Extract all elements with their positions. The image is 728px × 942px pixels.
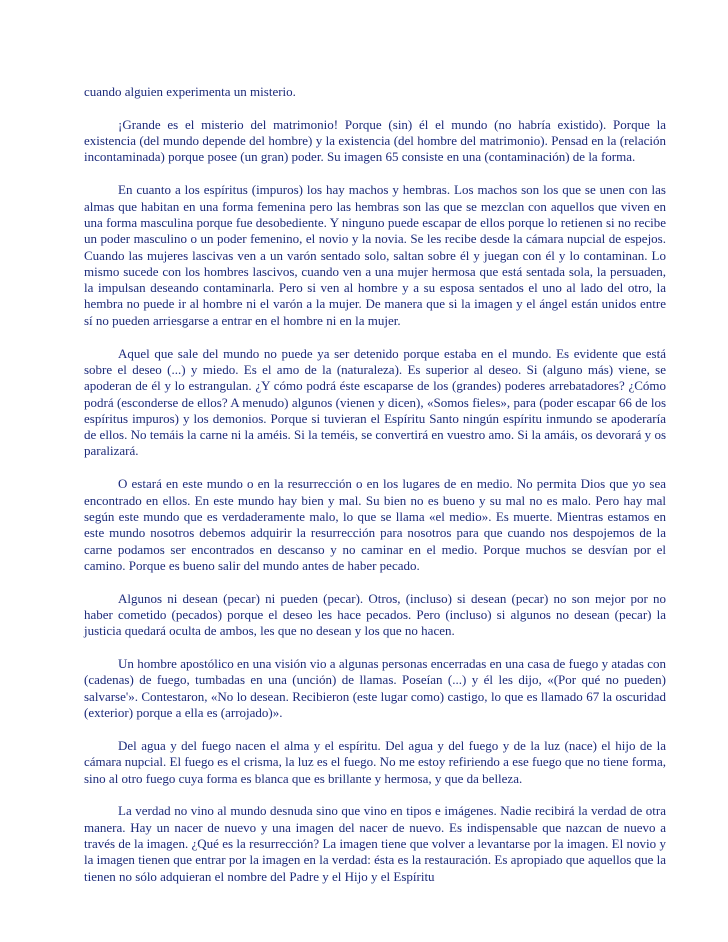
paragraph-pecar: Algunos ni desean (pecar) ni pueden (pecar). Otros, (incluso) si desean (pecar) no son mejor por no haber cometido (pecados) porque el deseo les hace pecados. Pero (incluso) si algunos no desean (pecar) la justicia quedará oculta de ambos, les que no desean y los que no hacen. <box>84 590 666 639</box>
paragraph-sale-del-mundo: Aquel que sale del mundo no puede ya ser detenido porque estaba en el mundo. Es evidente que está sobre el deseo (...) y miedo. Es el amo de la (naturaleza). Es superior al deseo. Si (alguno más) viene, se apoderan de él y lo estrangulan. ¿Y cómo podrá éste escaparse de los (grandes) poderes arrebatadores? ¿Cómo podrá (esconderse de ellos? A menudo) algunos (vienen y dicen), «Somos fieles», para (poder escapar 66 de los espíritus impuros) y los demonios. Porque si tuvieran el Espíritu Santo ningún espíritu inmundo se apoderaría de ellos. No temáis la carne ni la améis. Si la teméis, se convertirá en vuestro amo. Si la amáis, os devorará y os paralizará. <box>84 345 666 459</box>
paragraph-espiritus-impuros: En cuanto a los espíritus (impuros) los hay machos y hembras. Los machos son los que se unen con las almas que habitan en una forma femenina pero las hembras son las que se mezclan con aquellos que viven en una forma masculina porque fue desobediente. Y ninguno puede escapar de ellos porque lo retienen si no recibe un poder masculino o un poder femenino, el novio y la novia. Se les recibe desde la cámara nupcial de espejos. Cuando las mujeres lascivas ven a un varón sentado solo, saltan sobre él y juegan con él y lo contaminan. Lo mismo sucede con los hombres lascivos, cuando ven a una mujer hermosa que está sentada sola, la persuaden, la impulsan deseando contaminarla. Pero si ven al hombre y a su esposa sentados el uno al lado del otro, la hembra no puede ir al hombre ni el varón a la mujer. De manera que si la imagen y el ángel están unidos entre sí no pueden arriesgarse a entrar en el hombre ni en la mujer. <box>84 182 666 328</box>
paragraph-resurreccion: O estará en este mundo o en la resurrección o en los lugares de en medio. No permita Dios que yo sea encontrado en ellos. En este mundo hay bien y mal. Su bien no es bueno y su mal no es malo. Pero hay mal según este mundo que es verdaderamente malo, lo que se llama «el medio». Es muerte. Mientras estamos en este mundo nosotros debemos adquirir la resurrección para nosotros para que cuando nos despojemos de la carne podamos ser encontrados en descanso y no caminar en el medio. Porque muchos se desvían por el camino. Porque es bueno salir del mundo antes de haber pecado. <box>84 476 666 573</box>
paragraph-matrimonio: ¡Grande es el misterio del matrimonio! Porque (sin) él el mundo (no habría existido). Porque la existencia (del mundo depende del hombre) y la existencia (del hombre del matrimonio). Pensad en la (relación incontaminada) porque posee (un gran) poder. Su imagen 65 consiste en una (contaminación) de la forma. <box>84 116 666 165</box>
paragraph-la-verdad: La verdad no vino al mundo desnuda sino que vino en tipos e imágenes. Nadie recibirá la verdad de otra manera. Hay un nacer de nuevo y una imagen del nacer de nuevo. Es indispensable que nazcan de nuevo a través de la imagen. ¿Qué es la resurrección? La imagen tiene que volver a levantarse por la imagen. El novio y la imagen tienen que entrar por la imagen en la verdad: ésta es la restauración. Es apropiado que aquellos que la tienen no sólo adquieran el nombre del Padre y el Hijo y el Espíritu <box>84 803 666 884</box>
paragraph-hombre-apostolico: Un hombre apostólico en una visión vio a algunas personas encerradas en una casa de fuego y atadas con (cadenas) de fuego, tumbadas en una (unción) de llamas. Poseían (...) y él les dijo, «(Por qué no pueden) salvarse'». Contestaron, «No lo desean. Recibieron (este lugar como) castigo, lo que es llamado 67 la oscuridad (exterior) porque a ella es (arrojado)». <box>84 656 666 721</box>
paragraph-agua-y-fuego: Del agua y del fuego nacen el alma y el espíritu. Del agua y del fuego y de la luz (nace) el hijo de la cámara nupcial. El fuego es el crisma, la luz es el fuego. No me estoy refiriendo a ese fuego que no tiene forma, sino al otro fuego cuya forma es blanca que es brillante y hermosa, y que da belleza. <box>84 737 666 786</box>
document-page <box>84 84 666 902</box>
paragraph-continuation: cuando alguien experimenta un misterio. <box>84 84 296 99</box>
